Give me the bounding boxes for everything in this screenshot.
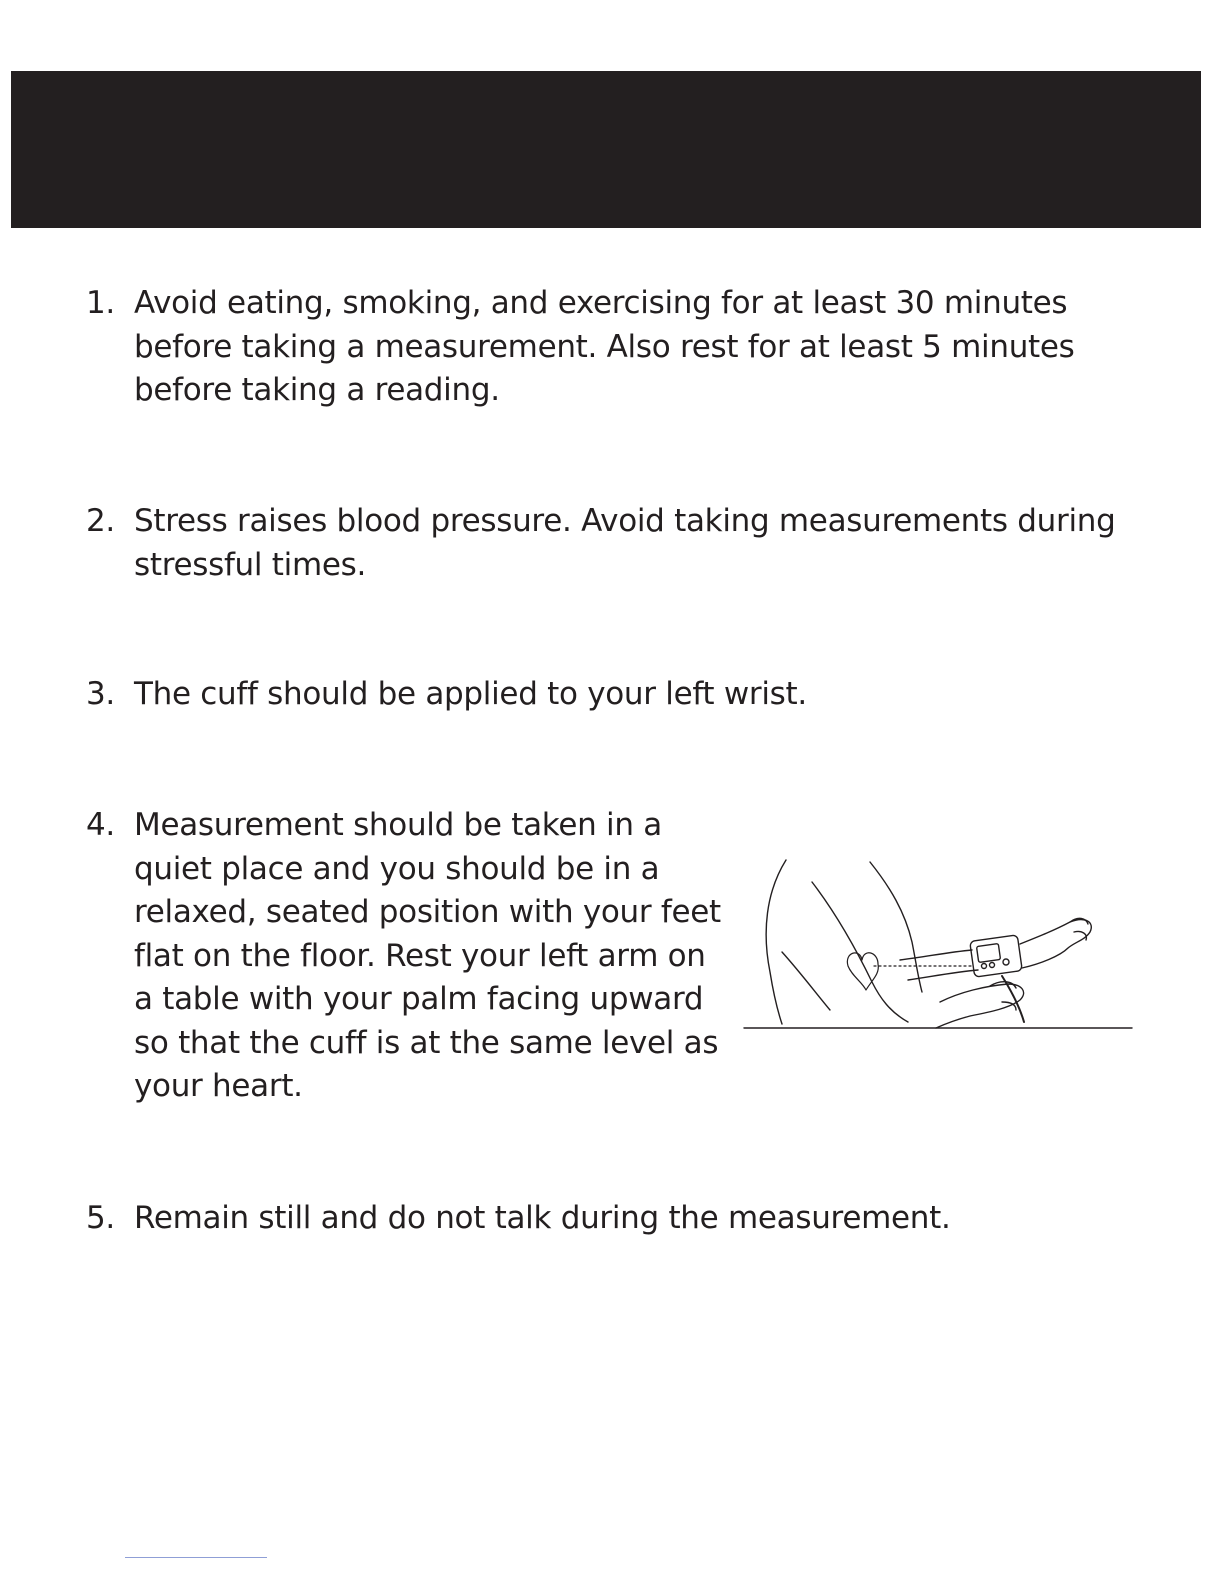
hand (1020, 920, 1091, 968)
instruction-number: 2. (86, 503, 115, 539)
upper-arm-inner (782, 952, 830, 1010)
upper-arm (812, 882, 908, 1022)
cuff-button (1003, 959, 1009, 965)
header-bar (11, 71, 1201, 228)
cuff-button (990, 963, 995, 968)
instruction-text: Remain still and do not talk during the measurement. (134, 1200, 951, 1236)
footer-rule (125, 1557, 267, 1558)
instruction-text: Measurement should be taken in a quiet place and you should be in a relaxed, seated position with your feet flat on the floor. Rest your left arm on a table with your palm facing upward so that the cuff is at the same level as your heart. (134, 807, 721, 1104)
instruction-text: The cuff should be applied to your left wrist. (134, 676, 807, 712)
body-outline (766, 860, 786, 1024)
instruction-text: Stress raises blood pressure. Avoid taking measurements during stressful times. (134, 503, 1116, 583)
wrist-cuff-position-illustration (740, 852, 1140, 1042)
instruction-number: 5. (86, 1200, 115, 1236)
instruction-number: 1. (86, 285, 115, 321)
cuff-button (982, 964, 987, 969)
cuff-display (977, 944, 1001, 963)
instruction-number: 4. (86, 807, 115, 843)
instruction-text: Avoid eating, smoking, and exercising for at least 30 minutes before taking a measurement. Also rest for at least 5 minutes before taking a reading. (134, 285, 1075, 408)
forearm (900, 950, 972, 960)
instruction-number: 3. (86, 676, 115, 712)
